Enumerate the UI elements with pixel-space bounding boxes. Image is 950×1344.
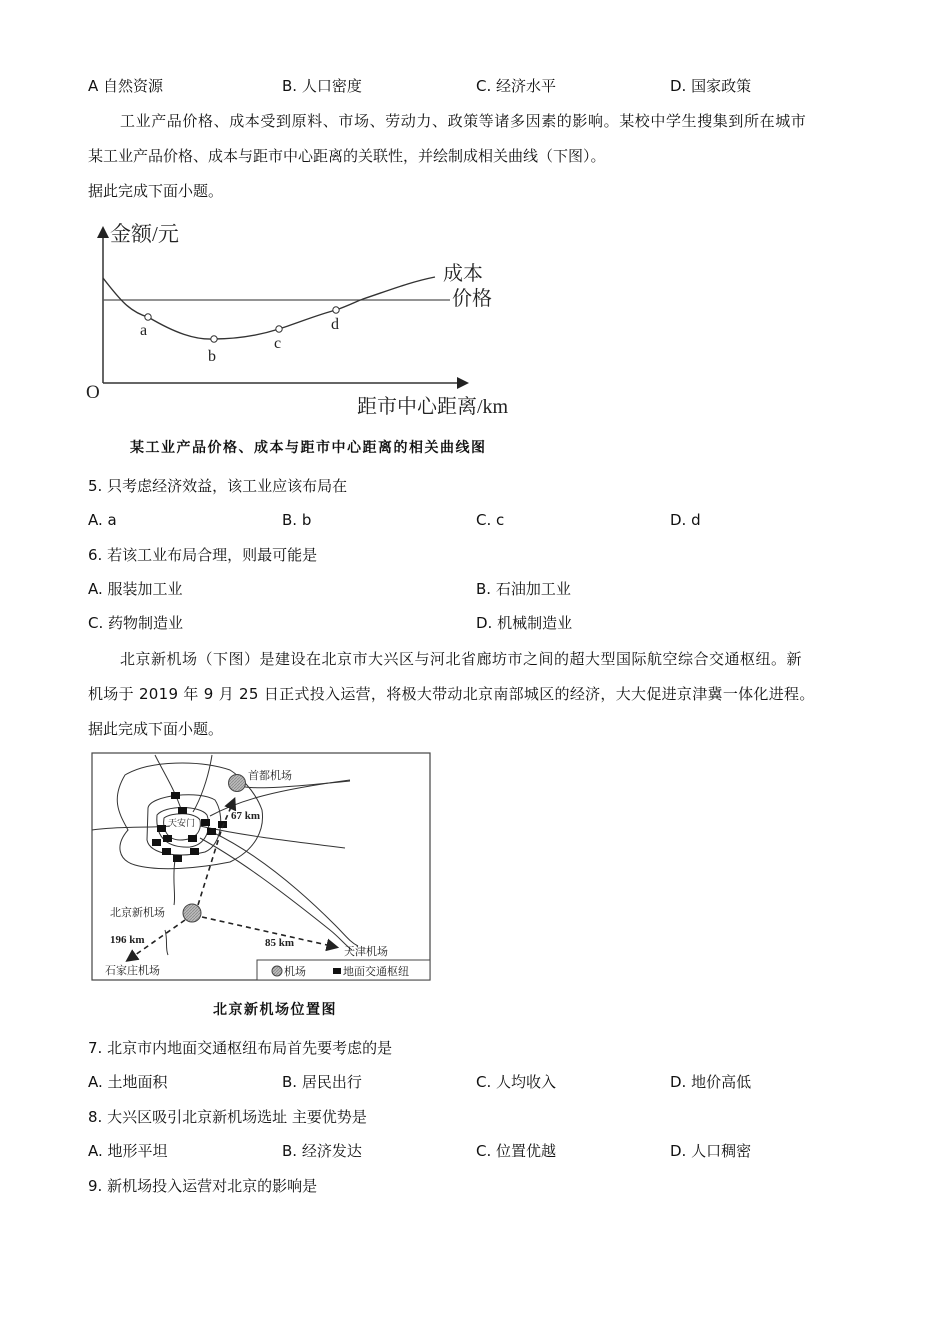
passage1-line: 据此完成下面小题。 [88, 182, 224, 200]
q8-stem: 8. 大兴区吸引北京新机场选址 主要优势是 [88, 1108, 367, 1126]
q7-stem: 7. 北京市内地面交通枢纽布局首先要考虑的是 [88, 1039, 393, 1057]
q5-option-c: C. c [476, 511, 505, 529]
cost-curve [103, 277, 435, 339]
q8-option-d: D. 人口稠密 [670, 1142, 752, 1160]
label-d: d [331, 316, 339, 333]
legend-hub-icon [333, 968, 341, 974]
label-196km: 196 km [110, 934, 145, 946]
label-capital-airport: 首都机场 [248, 770, 292, 782]
cost-price-chart [86, 222, 509, 418]
origin-label: O [86, 382, 100, 403]
label-a: a [140, 322, 148, 339]
legend-hub-label: 地面交通枢纽 [343, 966, 409, 978]
y-axis-label: 金额/元 [110, 222, 179, 246]
x-axis-label: 距市中心距离/km [357, 396, 509, 418]
q4-option-d: D. 国家政策 [670, 77, 752, 95]
passage1-line: 工业产品价格、成本受到原料、市场、劳动力、政策等诸多因素的影响。某校中学生搜集到所在城市 [120, 112, 807, 130]
label-new-airport: 北京新机场 [110, 907, 165, 919]
point-c [276, 326, 282, 332]
passage2-line: 据此完成下面小题。 [88, 720, 224, 738]
q5-option-a: A. a [88, 511, 117, 529]
label-sjz-airport: 石家庄机场 [105, 965, 160, 977]
q7-option-b: B. 居民出行 [282, 1073, 362, 1091]
q9-stem: 9. 新机场投入运营对北京的影响是 [88, 1177, 318, 1195]
label-tianjin-airport: 天津机场 [344, 946, 388, 958]
q5-stem: 5. 只考虑经济效益，该工业应该布局在 [88, 477, 348, 495]
point-a [145, 314, 151, 320]
q8-option-b: B. 经济发达 [282, 1142, 362, 1160]
q7-option-c: C. 人均收入 [476, 1073, 557, 1091]
chart-caption: 某工业产品价格、成本与距市中心距离的相关曲线图 [130, 440, 487, 456]
new-airport-marker [183, 904, 201, 922]
passage1-line: 某工业产品价格、成本与距市中心距离的关联性，并绘制成相关曲线（下图）。 [88, 147, 606, 165]
q8-option-a: A. 地形平坦 [88, 1142, 168, 1160]
q7-option-a: A. 土地面积 [88, 1073, 168, 1091]
q6-option-a: A. 服装加工业 [88, 580, 183, 598]
label-c: c [274, 335, 282, 352]
q5-option-d: D. d [670, 511, 701, 529]
passage2-line: 北京新机场（下图）是建设在北京市大兴区与河北省廊坊市之间的超大型国际航空综合交通枢纽。新 [120, 650, 803, 668]
capital-airport-marker [229, 775, 246, 792]
q6-option-b: B. 石油加工业 [476, 580, 571, 598]
legend-cost: 成本 [443, 263, 483, 285]
q6-stem: 6. 若该工业布局合理，则最可能是 [88, 546, 318, 564]
q4-option-c: C. 经济水平 [476, 77, 557, 95]
q4-option-b: B. 人口密度 [282, 77, 362, 95]
point-d [333, 307, 339, 313]
label-tiananmen: 天安门 [168, 818, 196, 828]
label-85km: 85 km [265, 937, 295, 949]
q8-option-c: C. 位置优越 [476, 1142, 557, 1160]
legend-airport-icon [272, 966, 282, 976]
map-caption: 北京新机场位置图 [213, 1002, 337, 1018]
label-67km: 67 km [231, 810, 261, 822]
q4-option-a: A 自然资源 [88, 77, 164, 95]
q6-option-d: D. 机械制造业 [476, 614, 573, 632]
q7-option-d: D. 地价高低 [670, 1073, 752, 1091]
legend-price: 价格 [452, 288, 492, 310]
point-b [211, 336, 217, 342]
legend-airport-label: 机场 [284, 966, 306, 978]
beijing-new-airport-map [92, 753, 430, 980]
label-b: b [208, 348, 216, 365]
q5-option-b: B. b [282, 511, 312, 529]
q6-option-c: C. 药物制造业 [88, 614, 184, 632]
passage2-line: 机场于 2019 年 9 月 25 日正式投入运营，将极大带动北京南部城区的经济，大大促进京津冀一体化进程。 [88, 685, 815, 703]
